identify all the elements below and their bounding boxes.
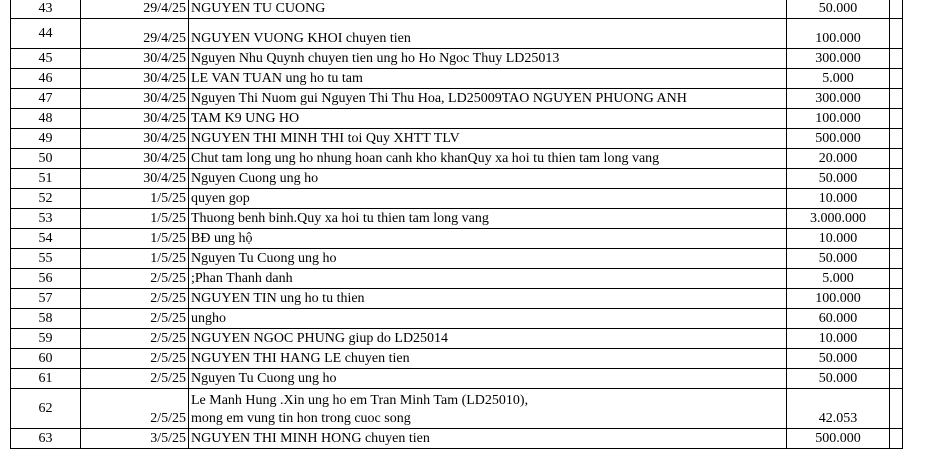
transaction-date: 1/5/25 [150, 251, 186, 266]
table-row [11, 189, 903, 209]
transaction-date: 30/4/25 [143, 151, 186, 166]
row-number-cell [11, 49, 81, 69]
transaction-date: 2/5/25 [150, 371, 186, 386]
transaction-date-cell [81, 269, 189, 289]
transaction-amount-cell [787, 369, 890, 389]
transaction-date-cell [81, 189, 189, 209]
transaction-description-cell [189, 429, 787, 449]
transaction-amount-cell [787, 209, 890, 229]
transaction-date-cell [81, 49, 189, 69]
empty-cell [890, 0, 903, 19]
donation-ledger-table [10, 0, 903, 449]
row-number-cell [11, 149, 81, 169]
transaction-date: 3/5/25 [150, 431, 186, 446]
row-number: 55 [38, 250, 53, 266]
transaction-amount-cell [787, 289, 890, 309]
transaction-description: Thuong benh binh.Quy xa hoi tu thien tam long vang [191, 211, 489, 226]
transaction-amount: 300.000 [815, 91, 861, 106]
transaction-date: 2/5/25 [150, 351, 186, 366]
empty-cell [890, 429, 903, 449]
transaction-amount-cell [787, 129, 890, 149]
transaction-description-cell [189, 49, 787, 69]
transaction-date-cell [81, 429, 189, 449]
transaction-amount-cell [787, 169, 890, 189]
transaction-amount: 60.000 [818, 311, 858, 326]
transaction-description-cell [189, 389, 787, 429]
transaction-amount-cell [787, 89, 890, 109]
transaction-date: 1/5/25 [150, 191, 186, 206]
transaction-date-cell [81, 289, 189, 309]
empty-cell [890, 229, 903, 249]
transaction-amount-cell [787, 329, 890, 349]
row-number-cell [11, 429, 81, 449]
transaction-amount: 100.000 [815, 111, 861, 126]
transaction-amount-cell [787, 0, 890, 19]
transaction-amount-cell [787, 69, 890, 89]
table-row [11, 89, 903, 109]
transaction-date-cell [81, 89, 189, 109]
empty-cell [890, 69, 903, 89]
transaction-amount: 5.000 [822, 271, 854, 286]
transaction-description-cell [189, 129, 787, 149]
transaction-description: Nguyen Thi Nuom gui Nguyen Thi Thu Hoa, LD25009TAO NGUYEN PHUONG ANH [191, 91, 687, 106]
transaction-description-cell [189, 369, 787, 389]
table-row [11, 0, 903, 19]
transaction-description-line: Le Manh Hung .Xin ung ho em Tran Minh Tam (LD25010), [191, 393, 529, 408]
transaction-description-cell [189, 109, 787, 129]
transaction-description: ungho [191, 311, 226, 326]
transaction-date: 30/4/25 [143, 171, 186, 186]
transaction-amount: 10.000 [818, 331, 858, 346]
transaction-amount-cell [787, 429, 890, 449]
transaction-amount: 100.000 [815, 31, 861, 46]
transaction-description: NGUYEN THI HANG LE chuyen tien [191, 351, 410, 366]
transaction-amount-cell [787, 149, 890, 169]
transaction-date-cell [81, 129, 189, 149]
row-number-cell [11, 209, 81, 229]
row-number-cell [11, 249, 81, 269]
transaction-amount: 500.000 [815, 431, 861, 446]
empty-cell [890, 149, 903, 169]
transaction-amount: 300.000 [815, 51, 861, 66]
transaction-description-cell [189, 269, 787, 289]
transaction-date: 30/4/25 [143, 111, 186, 126]
transaction-amount-cell [787, 249, 890, 269]
table-row [11, 129, 903, 149]
transaction-date: 2/5/25 [150, 331, 186, 346]
transaction-description: LE VAN TUAN ung ho tu tam [191, 71, 363, 86]
transaction-date: 30/4/25 [143, 51, 186, 66]
transaction-description-cell [189, 0, 787, 19]
row-number: 51 [38, 170, 53, 186]
transaction-description: NGUYEN THI MINH HONG chuyen tien [191, 431, 430, 446]
table-row [11, 429, 903, 449]
row-number-cell [11, 389, 81, 429]
table-row [11, 349, 903, 369]
transaction-amount: 10.000 [818, 191, 858, 206]
transaction-date: 29/4/25 [143, 31, 186, 46]
transaction-date-cell [81, 369, 189, 389]
transaction-amount: 10.000 [818, 231, 858, 246]
ledger-body [11, 0, 903, 449]
transaction-amount-cell [787, 349, 890, 369]
row-number: 59 [38, 330, 53, 346]
table-row [11, 249, 903, 269]
transaction-date-cell [81, 329, 189, 349]
row-number-cell [11, 189, 81, 209]
empty-cell [890, 289, 903, 309]
row-number: 45 [38, 50, 53, 66]
transaction-description: NGUYEN TU CUONG [191, 1, 326, 16]
transaction-description-cell [189, 189, 787, 209]
transaction-amount: 50.000 [818, 1, 858, 16]
transaction-amount: 50.000 [818, 371, 858, 386]
transaction-description-cell [189, 249, 787, 269]
transaction-amount: 50.000 [818, 251, 858, 266]
empty-cell [890, 349, 903, 369]
transaction-description: BĐ ung hộ [191, 231, 253, 246]
row-number: 57 [38, 290, 53, 306]
transaction-date-cell [81, 209, 189, 229]
row-number: 61 [38, 370, 53, 386]
table-row [11, 289, 903, 309]
empty-cell [890, 309, 903, 329]
transaction-description: TAM K9 UNG HO [191, 111, 300, 126]
transaction-amount: 3.000.000 [810, 211, 866, 226]
row-number: 50 [38, 150, 53, 166]
row-number-cell [11, 19, 81, 49]
transaction-date-cell [81, 389, 189, 429]
transaction-description-cell [189, 19, 787, 49]
empty-cell [890, 269, 903, 289]
row-number-cell [11, 169, 81, 189]
row-number-cell [11, 0, 81, 19]
empty-cell [890, 49, 903, 69]
transaction-description: Nguyen Tu Cuong ung ho [191, 371, 337, 386]
row-number-cell [11, 349, 81, 369]
transaction-date: 2/5/25 [150, 271, 186, 286]
empty-cell [890, 109, 903, 129]
row-number-cell [11, 309, 81, 329]
transaction-date-cell [81, 69, 189, 89]
transaction-date: 2/5/25 [150, 291, 186, 306]
transaction-amount-cell [787, 389, 890, 429]
row-number: 62 [38, 400, 53, 416]
transaction-description: NGUYEN VUONG KHOI chuyen tien [191, 31, 411, 46]
table-row [11, 69, 903, 89]
table-row [11, 369, 903, 389]
empty-cell [890, 209, 903, 229]
row-number-cell [11, 69, 81, 89]
row-number: 47 [38, 90, 53, 106]
transaction-date-cell [81, 169, 189, 189]
table-row [11, 109, 903, 129]
transaction-date: 1/5/25 [150, 231, 186, 246]
table-row [11, 389, 903, 429]
transaction-date-cell [81, 349, 189, 369]
table-row [11, 49, 903, 69]
transaction-date-cell [81, 19, 189, 49]
transaction-amount: 500.000 [815, 131, 861, 146]
transaction-amount-cell [787, 109, 890, 129]
transaction-amount-cell [787, 309, 890, 329]
row-number-cell [11, 229, 81, 249]
transaction-description-cell [189, 89, 787, 109]
table-row [11, 269, 903, 289]
transaction-date-cell [81, 229, 189, 249]
table-row [11, 149, 903, 169]
transaction-date-cell [81, 109, 189, 129]
empty-cell [890, 389, 903, 429]
transaction-description-line: mong em vung tin hon trong cuoc song [191, 411, 411, 426]
transaction-amount-cell [787, 19, 890, 49]
row-number: 56 [38, 270, 53, 286]
transaction-description: Nguyen Cuong ung ho [191, 171, 319, 186]
transaction-description: NGUYEN NGOC PHUNG giup do LD25014 [191, 331, 449, 346]
transaction-description: ;Phan Thanh danh [191, 271, 293, 286]
row-number: 63 [38, 430, 53, 446]
transaction-date: 30/4/25 [143, 71, 186, 86]
transaction-date: 30/4/25 [143, 131, 186, 146]
transaction-date: 30/4/25 [143, 91, 186, 106]
transaction-date-cell [81, 249, 189, 269]
empty-cell [890, 129, 903, 149]
row-number: 60 [38, 350, 53, 366]
transaction-amount: 42.053 [818, 411, 858, 426]
row-number-cell [11, 369, 81, 389]
transaction-description: Nguyen Nhu Quynh chuyen tien ung ho Ho Ngoc Thuy LD25013 [191, 51, 560, 66]
transaction-amount: 50.000 [818, 351, 858, 366]
transaction-description-cell [189, 309, 787, 329]
transaction-description-cell [189, 149, 787, 169]
row-number: 48 [38, 110, 53, 126]
empty-cell [890, 169, 903, 189]
transaction-description: quyen gop [191, 191, 250, 206]
transaction-amount: 20.000 [818, 151, 858, 166]
transaction-date-cell [81, 0, 189, 19]
transaction-description-cell [189, 169, 787, 189]
transaction-date: 2/5/25 [150, 311, 186, 326]
transaction-description-cell [189, 349, 787, 369]
transaction-date-cell [81, 309, 189, 329]
empty-cell [890, 89, 903, 109]
row-number: 53 [38, 210, 53, 226]
row-number: 52 [38, 190, 53, 206]
transaction-amount-cell [787, 269, 890, 289]
empty-cell [890, 329, 903, 349]
transaction-description: Nguyen Tu Cuong ung ho [191, 251, 337, 266]
row-number: 49 [38, 130, 53, 146]
row-number: 54 [38, 230, 53, 246]
transaction-amount-cell [787, 189, 890, 209]
row-number-cell [11, 269, 81, 289]
row-number: 44 [38, 25, 53, 41]
table-row [11, 229, 903, 249]
transaction-description-cell [189, 229, 787, 249]
transaction-description: Chut tam long ung ho nhung hoan canh kho khanQuy xa hoi tu thien tam long vang [191, 151, 660, 166]
transaction-description-cell [189, 329, 787, 349]
row-number-cell [11, 89, 81, 109]
empty-cell [890, 19, 903, 49]
table-row [11, 169, 903, 189]
transaction-description-cell [189, 69, 787, 89]
transaction-description-cell [189, 289, 787, 309]
row-number: 58 [38, 310, 53, 326]
transaction-description: NGUYEN TIN ung ho tu thien [191, 291, 365, 306]
row-number-cell [11, 109, 81, 129]
transaction-amount-cell [787, 229, 890, 249]
transaction-date-cell [81, 149, 189, 169]
empty-cell [890, 369, 903, 389]
transaction-description: NGUYEN THI MINH THI toi Quy XHTT TLV [191, 131, 460, 146]
empty-cell [890, 249, 903, 269]
row-number: 43 [38, 0, 53, 16]
transaction-amount-cell [787, 49, 890, 69]
row-number: 46 [38, 70, 53, 86]
transaction-amount: 100.000 [815, 291, 861, 306]
table-row [11, 309, 903, 329]
transaction-date: 2/5/25 [150, 411, 186, 426]
transaction-date: 29/4/25 [143, 1, 186, 16]
table-row [11, 19, 903, 49]
row-number-cell [11, 289, 81, 309]
transaction-description-cell [189, 209, 787, 229]
table-row [11, 209, 903, 229]
transaction-date: 1/5/25 [150, 211, 186, 226]
transaction-amount: 50.000 [818, 171, 858, 186]
transaction-amount: 5.000 [822, 71, 854, 86]
row-number-cell [11, 329, 81, 349]
row-number-cell [11, 129, 81, 149]
table-row [11, 329, 903, 349]
empty-cell [890, 189, 903, 209]
